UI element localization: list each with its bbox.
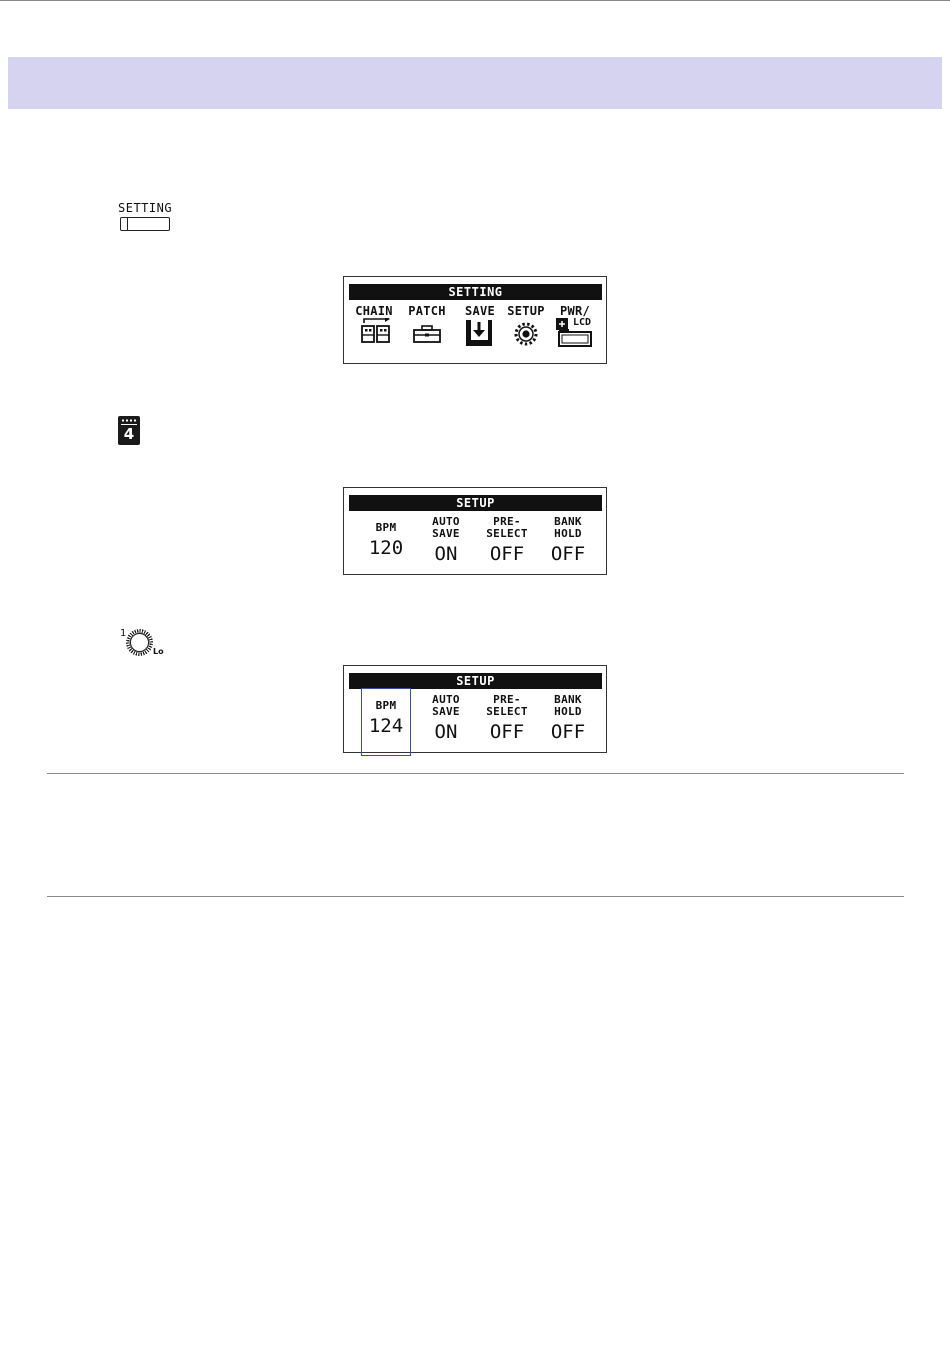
menu-item-save xyxy=(462,305,498,350)
setup-screen-title: SETUP xyxy=(349,495,602,511)
footswitch-4-icon xyxy=(118,416,140,445)
menu-item-setup xyxy=(506,305,546,348)
chain-icon xyxy=(353,318,395,348)
param-pre-select xyxy=(478,694,536,743)
param-name: BANK HOLD xyxy=(554,515,582,540)
param-value: OFF xyxy=(489,721,525,743)
setting-screen xyxy=(343,276,607,364)
param-value: OFF xyxy=(550,543,586,565)
footswitch-led-dots xyxy=(121,419,137,422)
patch-icon xyxy=(407,318,447,348)
param-auto-save xyxy=(422,694,470,743)
menu-item-power-lcd xyxy=(551,305,599,350)
param-bank-hold xyxy=(544,516,592,565)
param-name: BANK HOLD xyxy=(554,693,582,718)
bpm-selection-highlight xyxy=(361,688,411,756)
menu-item-label: SETUP xyxy=(507,304,545,318)
setting-screen-title: SETTING xyxy=(349,284,602,300)
top-rule xyxy=(0,0,950,1)
param-value: OFF xyxy=(550,721,586,743)
knob-sub-label: Lo xyxy=(153,647,164,656)
footswitch-number: 4 xyxy=(123,425,135,443)
divider-rule-bottom xyxy=(47,896,904,897)
setup-screen-title: SETUP xyxy=(349,673,602,689)
param-auto-save xyxy=(422,516,470,565)
setting-button-label: SETTING xyxy=(118,201,173,215)
knob-ring xyxy=(126,629,153,656)
param-value: 120 xyxy=(368,537,404,559)
menu-item-label: PATCH xyxy=(408,304,446,318)
knob-1-icon xyxy=(116,624,166,658)
gear-icon xyxy=(506,318,546,348)
param-bpm xyxy=(362,522,410,559)
setting-button-icon xyxy=(116,201,174,235)
param-value: OFF xyxy=(489,543,525,565)
param-name: BPM xyxy=(375,699,397,712)
menu-item-chain xyxy=(353,305,395,348)
param-value: ON xyxy=(434,543,458,565)
menu-item-label: SAVE xyxy=(464,304,496,318)
header-band xyxy=(8,57,942,109)
param-name: PRE- SELECT xyxy=(486,515,528,540)
param-value: ON xyxy=(434,721,458,743)
param-value: 124 xyxy=(368,715,404,737)
param-name: PRE- SELECT xyxy=(486,693,528,718)
knob-number: 1 xyxy=(120,628,127,639)
param-name: BPM xyxy=(375,521,397,534)
save-icon xyxy=(462,318,498,350)
menu-item-patch xyxy=(407,305,447,348)
setting-button-body xyxy=(120,217,170,231)
menu-item-label: CHAIN xyxy=(355,304,393,318)
param-pre-select xyxy=(478,516,536,565)
param-name: AUTO SAVE xyxy=(432,515,460,540)
menu-item-label: PWR/ xyxy=(559,304,591,318)
setup-screen-1 xyxy=(343,487,607,575)
param-name: AUTO SAVE xyxy=(432,693,460,718)
menu-item-sublabel: LCD xyxy=(573,317,592,328)
divider-rule-top xyxy=(47,773,904,774)
param-bank-hold xyxy=(544,694,592,743)
